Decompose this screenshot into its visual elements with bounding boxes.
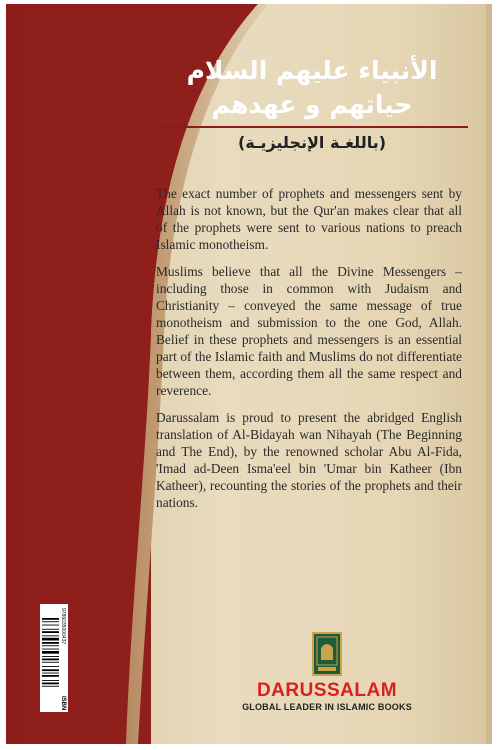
spine-edge [6,4,22,744]
barcode-icon [40,604,68,712]
publisher-block [232,632,422,712]
isbn-label: ISBN [60,696,66,711]
arabic-title-line1: الأنبياء عليهم السلام [186,56,438,85]
paragraph-1: The exact number of prophets and messengers sent by Allah is not known, but the Qur'an makes clear that all of the prophets were sent to various nations to preach Islamic monotheism. [156,186,462,252]
arabic-subtitle: (باللغـة الإنجليزيـة) [237,133,387,152]
paragraph-2: Muslims believe that all the Divine Messengers – including those in common with Judaism and Christianity – conveyed the same message of true monotheism and submission to the one God, Allah. Belief in these prophets and messengers is an essential part of the Islamic faith and Muslims do not differentiate between them, according them all the same respect and reverence. [156,264,462,398]
darussalam-logo-icon [312,632,342,676]
publisher-name: DARUSSALAM [256,680,398,701]
description-text [156,185,462,521]
isbn-number: 9786035000437 [60,608,66,645]
paragraph-3: Darussalam is proud to present the abridged English translation of Al-Bidayah wan Nihayah (The Beginning and The End), by the renowned scholar Abu Al-Fida, 'Imad ad-Deen Isma'eel bin 'Umar bin Katheer (Ibn Katheer), recounting the stories of the prophets and their nations. [156,410,462,510]
arabic-title-line2: حياتهم و عهدهم [211,90,413,119]
isbn-barcode [40,604,68,712]
publisher-tagline: GLOBAL LEADER IN ISLAMIC BOOKS [242,702,412,712]
arabic-title [142,54,482,122]
book-back-cover [6,4,492,744]
cover-edge [486,4,492,744]
title-divider [156,126,468,128]
